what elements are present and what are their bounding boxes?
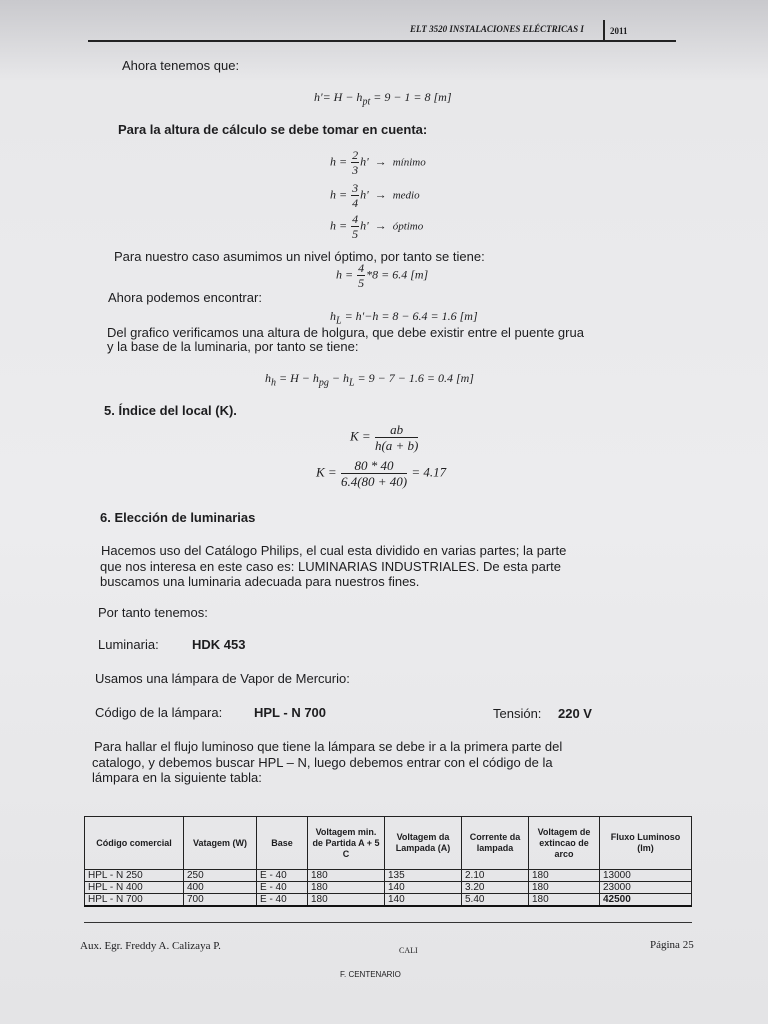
luminaire-value: HDK 453 [192, 637, 246, 652]
voltage-label: Tensión: [493, 706, 542, 721]
table-cell: 2.10 [462, 870, 529, 882]
header-year: 2011 [610, 26, 628, 36]
table-cell: 13000 [600, 870, 692, 882]
header-start-voltage: Voltagem min. de Partida A + 5 C [308, 817, 385, 870]
lamp-code-value: HPL - N 700 [254, 705, 327, 720]
table-cell: 180 [529, 870, 600, 882]
equation-h-medium: h = $\frac{3}{4}$ h' → medio [330, 181, 420, 210]
table-row [85, 894, 692, 907]
paragraph-optimum-case: Para nuestro caso asumimos un nivel óptimo, por tanto se tiene: [114, 249, 485, 264]
section-6-heading: 6. Elección de luminarias [100, 510, 256, 525]
table-cell: 180 [308, 870, 385, 882]
table-cell: 23000 [600, 882, 692, 894]
table-cell: 180 [308, 882, 385, 894]
table-cell: 135 [385, 870, 462, 882]
table-cell: 140 [385, 894, 462, 907]
table-cell: E - 40 [257, 882, 308, 894]
paragraph-catalog-1: Hacemos uso del Catálogo Philips, el cual esta dividido en varias partes; la parte [101, 543, 567, 558]
header-commercial-code: Código comercial [85, 817, 184, 870]
table-cell: 250 [184, 870, 257, 882]
table-cell: 5.40 [462, 894, 529, 907]
footer-stamp: F. CENTENARIO [340, 970, 401, 979]
equation-h-prime: $h'= H - h_{pt} = 9 - 1 = 8$ [m] [314, 90, 452, 108]
table-cell: 180 [308, 894, 385, 907]
paragraph-calc-height: Para la altura de cálculo se debe tomar en cuenta: [118, 122, 428, 137]
header-separator [603, 20, 605, 42]
paragraph-clearance-2: y la base de la luminaria, por tanto se tiene: [107, 339, 359, 354]
table-cell: 3.20 [462, 882, 529, 894]
table-cell: 180 [529, 882, 600, 894]
paragraph-flux-3: lámpara en la siguiente tabla: [92, 770, 262, 785]
footer-rule [84, 922, 692, 923]
table-row [85, 870, 692, 882]
table-cell: HPL - N 250 [85, 870, 184, 882]
paragraph-therefore: Por tanto tenemos: [98, 605, 208, 620]
lamp-table [84, 816, 692, 907]
table-cell: E - 40 [257, 870, 308, 882]
table-cell: 42500 [600, 894, 692, 907]
paragraph-mercury-lamp: Usamos una lámpara de Vapor de Mercurio: [95, 671, 350, 686]
header-base: Base [257, 817, 308, 870]
table-header-row [85, 817, 692, 870]
footer-center: CALI [399, 946, 418, 955]
paragraph-clearance-1: Del grafico verificamos una altura de holgura, que debe existir entre el puente grua [107, 325, 584, 340]
header-lamp-voltage: Voltagem da Lampada (A) [385, 817, 462, 870]
section-5-heading: 5. Índice del local (K). [104, 403, 237, 418]
table-row [85, 882, 692, 894]
equation-k-formula: K = $\frac{ab}{h(a + b)}$ [350, 422, 419, 453]
paragraph-flux-2: catalogo, y debemos buscar HPL – N, luego debemos entrar con el código de la [92, 755, 553, 770]
header-lamp-current: Corrente da lampada [462, 817, 529, 870]
header-rule [88, 40, 676, 42]
paragraph-catalog-3: buscamos una luminaria adecuada para nuestros fines. [100, 574, 420, 589]
table-cell: 400 [184, 882, 257, 894]
luminaire-label: Luminaria: [98, 637, 159, 652]
header-luminous-flux: Fluxo Luminoso (lm) [600, 817, 692, 870]
equation-h-minimum: h = $\frac{2}{3}$ h' → mínimo [330, 148, 426, 177]
table-cell: HPL - N 400 [85, 882, 184, 894]
equation-hL: $h_L = h'-h = 8 - 6.4 = 1.6$ [m] [330, 309, 478, 327]
footer-author: Aux. Egr. Freddy A. Calizaya P. [80, 940, 221, 952]
paragraph-catalog-2: que nos interesa en este caso es: LUMINARIAS INDUSTRIALES. De esta parte [100, 559, 561, 574]
equation-h-value: h = $\frac{4}{5}$ *8 = 6.4 [m] [336, 261, 429, 290]
table-cell: 700 [184, 894, 257, 907]
equation-hh: $h_h = H - h_{pg} - h_L = 9 - 7 - 1.6 = 0.4$ [m] [265, 371, 474, 389]
table-cell: HPL - N 700 [85, 894, 184, 907]
footer-page-number: Página 25 [650, 939, 694, 951]
lamp-code-label: Código de la lámpara: [95, 705, 223, 720]
paragraph-flux-1: Para hallar el flujo luminoso que tiene la lámpara se debe ir a la primera parte del [94, 739, 563, 754]
table-cell: 140 [385, 882, 462, 894]
header-wattage: Vatagem (W) [184, 817, 257, 870]
equation-k-value: K = $\frac{80 * 40}{6.4(80 + 40)}$ = 4.17 [316, 458, 447, 489]
header-title: ELT 3520 INSTALACIONES ELÉCTRICAS I [410, 24, 584, 34]
voltage-value: 220 V [558, 706, 592, 721]
header-arc-extinction-voltage: Voltagem de extincao de arco [529, 817, 600, 870]
paragraph-intro: Ahora tenemos que: [122, 58, 240, 73]
table-cell: 180 [529, 894, 600, 907]
paragraph-now-find: Ahora podemos encontrar: [108, 290, 262, 305]
equation-h-optimum: h = $\frac{4}{5}$ h' → óptimo [330, 212, 424, 241]
table-cell: E - 40 [257, 894, 308, 907]
